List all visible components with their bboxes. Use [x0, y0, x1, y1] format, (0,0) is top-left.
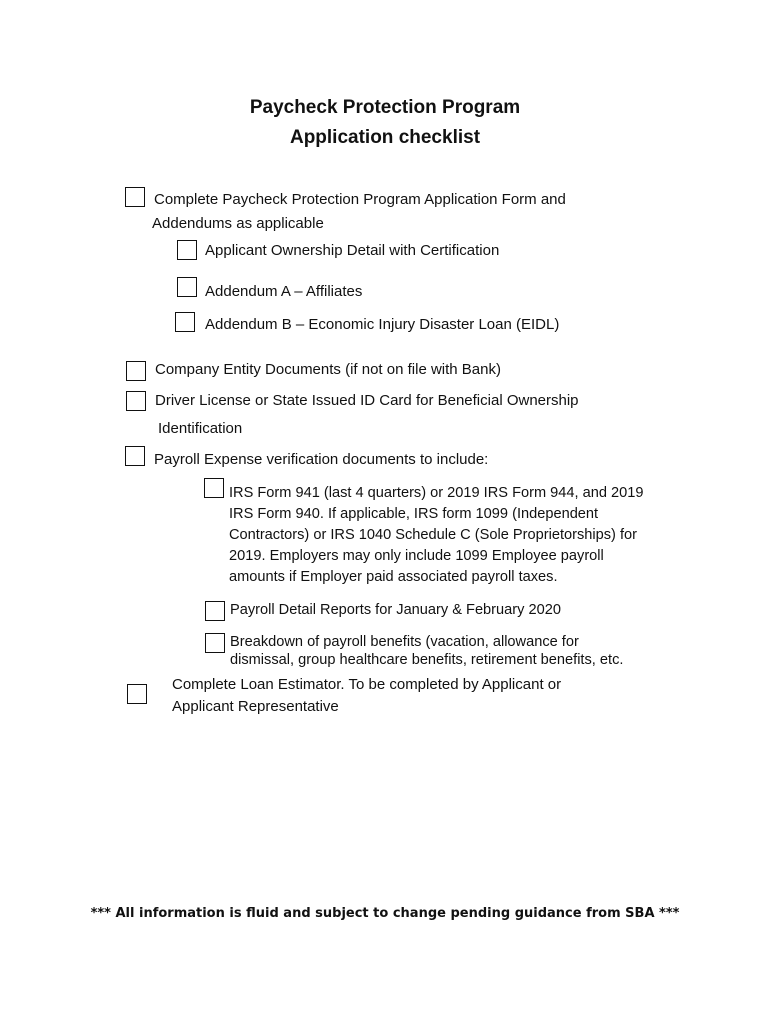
label-application-form-line-2: Addendums as applicable	[152, 215, 324, 232]
label-addendum-a: Addendum A – Affiliates	[205, 283, 363, 300]
footer-disclaimer: *** All information is fluid and subject to change pending guidance from SBA ***	[90, 906, 680, 921]
checkbox-entity-documents[interactable]	[126, 361, 146, 381]
page-title-line-2: Application checklist	[289, 127, 481, 148]
checkbox-loan-estimator[interactable]	[127, 684, 147, 704]
label-irs-forms-line-3: Contractors) or IRS 1040 Schedule C (Sole Proprietorships) for	[229, 527, 637, 543]
label-driver-license-line-2: Identification	[158, 420, 243, 437]
label-irs-forms-line-1: IRS Form 941 (last 4 quarters) or 2019 IRS Form 944, and 2019	[229, 485, 644, 501]
checkbox-payroll-detail[interactable]	[205, 601, 225, 621]
label-payroll-benefits-line-2: dismissal, group healthcare benefits, retirement benefits, etc.	[230, 652, 624, 668]
label-loan-estimator-line-1: Complete Loan Estimator. To be completed by Applicant or	[172, 676, 562, 693]
label-irs-forms-line-2: IRS Form 940. If applicable, IRS form 1099 (Independent	[229, 506, 599, 522]
label-loan-estimator-line-2: Applicant Representative	[172, 698, 339, 715]
label-addendum-b: Addendum B – Economic Injury Disaster Loan (EIDL)	[205, 316, 560, 333]
label-payroll-detail: Payroll Detail Reports for January & February 2020	[230, 602, 561, 618]
label-payroll-expense: Payroll Expense verification documents to include:	[154, 451, 489, 468]
checkbox-ownership-detail[interactable]	[177, 240, 197, 260]
checkbox-application-form[interactable]	[125, 187, 145, 207]
label-payroll-benefits-line-1: Breakdown of payroll benefits (vacation, allowance for	[230, 634, 579, 650]
checkbox-payroll-benefits[interactable]	[205, 633, 225, 653]
checkbox-irs-forms[interactable]	[204, 478, 224, 498]
label-irs-forms-line-4: 2019. Employers may only include 1099 Employee payroll	[229, 548, 604, 564]
checkbox-payroll-expense[interactable]	[125, 446, 145, 466]
label-irs-forms-line-5: amounts if Employer paid associated payroll taxes.	[229, 569, 558, 585]
label-application-form-line-1: Complete Paycheck Protection Program Application Form and	[154, 191, 566, 208]
label-entity-documents: Company Entity Documents (if not on file with Bank)	[155, 361, 501, 378]
checkbox-addendum-a[interactable]	[177, 277, 197, 297]
label-driver-license-line-1: Driver License or State Issued ID Card for Beneficial Ownership	[155, 392, 579, 409]
page-title-line-1: Paycheck Protection Program	[249, 97, 521, 118]
checkbox-driver-license[interactable]	[126, 391, 146, 411]
checkbox-addendum-b[interactable]	[175, 312, 195, 332]
label-ownership-detail: Applicant Ownership Detail with Certification	[205, 242, 500, 259]
